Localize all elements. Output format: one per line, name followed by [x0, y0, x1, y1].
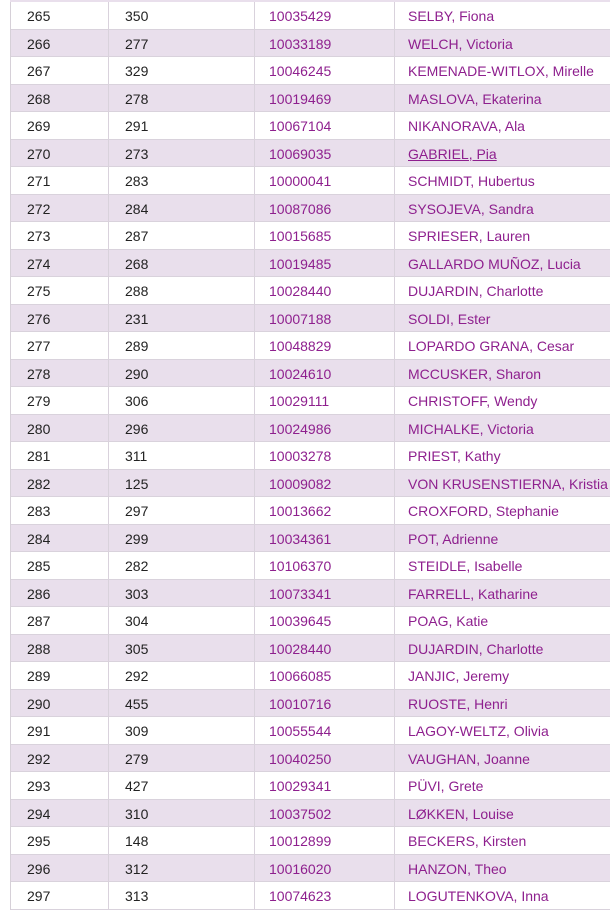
bib-cell [109, 580, 255, 607]
athlete-name-link[interactable] [395, 387, 537, 414]
athlete-name-link[interactable] [395, 772, 483, 799]
bib-cell-text: 313 [125, 888, 149, 904]
bib-cell [109, 30, 255, 57]
bib-cell [109, 250, 255, 277]
bib-cell-text: 350 [125, 8, 149, 24]
rank-cell-text: 280 [27, 420, 51, 437]
rank-cell-text: 277 [27, 338, 51, 354]
rank-cell [11, 360, 109, 387]
table-row [11, 662, 610, 690]
athlete-id-link-text[interactable]: 10040250 [269, 750, 332, 767]
athlete-name-link[interactable] [395, 470, 608, 497]
athlete-id-link[interactable] [255, 57, 395, 84]
athlete-name-link[interactable] [395, 827, 526, 854]
athlete-id-link[interactable] [255, 635, 395, 662]
table-row [11, 580, 610, 608]
athlete-name-link[interactable] [395, 250, 581, 277]
bib-cell [109, 167, 255, 194]
athlete-id-link-text[interactable]: 10019469 [269, 90, 332, 107]
bib-cell [109, 827, 255, 854]
athlete-name-link[interactable] [395, 195, 534, 222]
rank-cell [11, 497, 109, 524]
athlete-name-link-text[interactable]: MASLOVA, Ekaterina [408, 90, 542, 107]
bib-cell-text: 455 [125, 695, 149, 712]
athlete-name-link-text[interactable]: CROXFORD, Stephanie [408, 503, 559, 519]
rank-cell-text: 293 [27, 778, 51, 794]
athlete-id-link[interactable] [255, 222, 395, 249]
table-row [11, 387, 610, 415]
table-row [11, 552, 610, 580]
athlete-name-link-text[interactable]: FARRELL, Katharine [408, 585, 538, 602]
athlete-name-link-text[interactable]: GABRIEL, Pia [408, 145, 497, 162]
rank-cell [11, 607, 109, 634]
athlete-id-link[interactable] [255, 470, 395, 497]
table-row [11, 800, 610, 828]
athlete-name-link[interactable] [395, 717, 549, 744]
athlete-id-link-text[interactable]: 10055544 [269, 723, 332, 739]
table-row [11, 57, 610, 85]
rank-cell-text: 271 [27, 173, 51, 189]
rank-cell-text: 282 [27, 475, 51, 492]
athlete-name-link-text[interactable]: PÜVI, Grete [408, 778, 484, 794]
athlete-id-link[interactable] [255, 497, 395, 524]
rank-cell-text: 268 [27, 90, 51, 107]
rank-cell [11, 690, 109, 717]
table-row [11, 745, 610, 773]
athlete-id-link-text[interactable]: 10087086 [269, 200, 332, 217]
athlete-id-link[interactable] [255, 112, 395, 139]
athlete-name-link[interactable] [395, 607, 488, 634]
bib-cell-text: 306 [125, 393, 149, 409]
athlete-name-link[interactable] [395, 360, 541, 387]
rank-cell-text: 267 [27, 63, 51, 79]
bib-cell [109, 525, 255, 552]
table-row [11, 772, 610, 800]
athlete-name-link[interactable] [395, 2, 494, 29]
athlete-name-link-text[interactable]: WELCH, Victoria [408, 35, 513, 52]
athlete-id-link[interactable] [255, 387, 395, 414]
table-row [11, 305, 610, 333]
rank-cell-text: 297 [27, 888, 51, 904]
rank-cell-text: 284 [27, 530, 51, 547]
rank-cell-text: 270 [27, 145, 51, 162]
athlete-id-link[interactable] [255, 30, 395, 57]
table-row [11, 525, 610, 553]
athlete-id-link-text[interactable]: 10012899 [269, 833, 332, 849]
athlete-name-link-text[interactable]: BECKERS, Kirsten [408, 833, 527, 849]
rank-cell [11, 745, 109, 772]
athlete-name-link-text[interactable]: DUJARDIN, Charlotte [408, 640, 544, 657]
athlete-name-link[interactable] [395, 497, 559, 524]
athlete-id-link-text[interactable]: 10028440 [269, 640, 332, 657]
table-row [11, 222, 610, 250]
athlete-id-link-text[interactable]: 10010716 [269, 695, 332, 712]
rank-cell-text: 272 [27, 200, 51, 217]
bib-cell [109, 387, 255, 414]
athlete-name-link[interactable] [395, 690, 508, 717]
table-row [11, 827, 610, 855]
bib-cell-text: 290 [125, 365, 149, 382]
athlete-id-link-text[interactable]: 10019485 [269, 255, 332, 272]
rank-cell-text: 278 [27, 365, 51, 382]
athlete-name-link[interactable] [395, 635, 543, 662]
athlete-name-link-text[interactable]: POT, Adrienne [408, 530, 499, 547]
bib-cell-text: 312 [125, 860, 149, 877]
bib-cell [109, 662, 255, 689]
bib-cell [109, 552, 255, 579]
athlete-id-link[interactable] [255, 2, 395, 29]
athlete-name-link-text[interactable]: LAGOY-WELTZ, Olivia [408, 723, 549, 739]
bib-cell-text: 125 [125, 475, 149, 492]
athlete-id-link-text[interactable]: 10073341 [269, 585, 332, 602]
table-row [11, 30, 610, 58]
athlete-name-link-text[interactable]: STEIDLE, Isabelle [408, 558, 523, 574]
athlete-id-link-text[interactable]: 10067104 [269, 118, 332, 134]
athlete-name-link[interactable] [395, 745, 530, 772]
athlete-name-link-text[interactable]: LOPARDO GRANA, Cesar [408, 338, 575, 354]
rank-cell-text: 292 [27, 750, 51, 767]
athlete-id-link[interactable] [255, 360, 395, 387]
table-row [11, 442, 610, 470]
athlete-id-link[interactable] [255, 525, 395, 552]
results-table [10, 2, 610, 910]
athlete-name-link-text[interactable]: KEMENADE-WITLOX, Mirelle [408, 63, 594, 79]
athlete-id-link-text[interactable]: 10029111 [269, 393, 330, 409]
rank-cell-text: 265 [27, 8, 51, 24]
rank-cell [11, 195, 109, 222]
bib-cell-text: 268 [125, 255, 149, 272]
table-row [11, 415, 610, 443]
table-row [11, 635, 610, 663]
athlete-name-link-text[interactable]: LØKKEN, Louise [408, 805, 514, 822]
rank-cell [11, 580, 109, 607]
bib-cell [109, 277, 255, 304]
rank-cell-text: 288 [27, 640, 51, 657]
athlete-name-link-text[interactable]: PRIEST, Kathy [408, 448, 501, 464]
bib-cell [109, 360, 255, 387]
table-row [11, 882, 610, 910]
table-row [11, 2, 610, 30]
rank-cell-text: 276 [27, 310, 51, 327]
rank-cell [11, 442, 109, 469]
athlete-name-link-text[interactable]: SOLDI, Ester [408, 310, 491, 327]
table-row [11, 690, 610, 718]
bib-cell-text: 148 [125, 833, 149, 849]
rank-cell-text: 281 [27, 448, 51, 464]
athlete-name-link-text[interactable]: POAG, Katie [408, 613, 489, 629]
athlete-id-link-text[interactable]: 10039645 [269, 613, 332, 629]
athlete-name-link-text[interactable]: SPRIESER, Lauren [408, 228, 531, 244]
athlete-name-link[interactable] [395, 552, 522, 579]
rank-cell [11, 525, 109, 552]
athlete-name-link[interactable] [395, 800, 514, 827]
bib-cell [109, 57, 255, 84]
rank-cell-text: 279 [27, 393, 51, 409]
athlete-name-link[interactable] [395, 855, 507, 882]
athlete-id-link-text[interactable]: 10009082 [269, 475, 332, 492]
bib-cell [109, 635, 255, 662]
bib-cell [109, 415, 255, 442]
bib-cell [109, 470, 255, 497]
rank-cell [11, 827, 109, 854]
bib-cell-text: 277 [125, 35, 149, 52]
athlete-id-link-text[interactable]: 10035429 [269, 8, 332, 24]
rank-cell [11, 2, 109, 29]
athlete-name-link-text[interactable]: MCCUSKER, Sharon [408, 365, 542, 382]
rank-cell-text: 294 [27, 805, 51, 822]
athlete-id-link-text[interactable]: 10024986 [269, 420, 332, 437]
athlete-name-link[interactable] [395, 30, 513, 57]
rank-cell [11, 85, 109, 112]
athlete-id-link[interactable] [255, 607, 395, 634]
athlete-id-link-text[interactable]: 10024610 [269, 365, 332, 382]
bib-cell [109, 112, 255, 139]
bib-cell [109, 855, 255, 882]
athlete-id-link-text[interactable]: 10034361 [269, 530, 332, 547]
athlete-id-link[interactable] [255, 745, 395, 772]
table-row [11, 497, 610, 525]
rank-cell [11, 855, 109, 882]
bib-cell-text: 427 [125, 778, 149, 794]
rank-cell-text: 273 [27, 228, 51, 244]
rank-cell-text: 287 [27, 613, 51, 629]
rank-cell [11, 415, 109, 442]
table-row [11, 607, 610, 635]
table-row [11, 167, 610, 195]
athlete-name-link[interactable] [395, 332, 574, 359]
rank-cell [11, 140, 109, 167]
bib-cell-text: 299 [125, 530, 149, 547]
rank-cell-text: 269 [27, 118, 51, 134]
athlete-name-link-text[interactable]: JANJIC, Jeremy [408, 668, 510, 684]
athlete-name-link-text[interactable]: MICHALKE, Victoria [408, 420, 534, 437]
rank-cell [11, 250, 109, 277]
athlete-name-link[interactable] [395, 57, 594, 84]
bib-cell-text: 297 [125, 503, 149, 519]
table-row [11, 140, 610, 168]
rank-cell [11, 277, 109, 304]
athlete-name-link[interactable] [395, 85, 542, 112]
athlete-name-link-text[interactable]: GALLARDO MUÑOZ, Lucia [408, 255, 581, 272]
athlete-id-link-text[interactable]: 10013662 [269, 503, 332, 519]
rank-cell [11, 30, 109, 57]
bib-cell [109, 442, 255, 469]
athlete-name-link-text[interactable]: LOGUTENKOVA, Inna [408, 888, 549, 904]
athlete-id-link[interactable] [255, 415, 395, 442]
athlete-id-link[interactable] [255, 305, 395, 332]
bib-cell-text: 279 [125, 750, 149, 767]
table-row [11, 250, 610, 278]
athlete-id-link[interactable] [255, 580, 395, 607]
athlete-id-link-text[interactable]: 10106370 [269, 558, 332, 574]
bib-cell [109, 717, 255, 744]
athlete-id-link[interactable] [255, 800, 395, 827]
athlete-name-link[interactable] [395, 167, 535, 194]
athlete-name-link[interactable] [395, 112, 525, 139]
bib-cell-text: 303 [125, 585, 149, 602]
athlete-id-link-text[interactable]: 10074623 [269, 888, 332, 904]
athlete-id-link[interactable] [255, 442, 395, 469]
rank-cell-text: 275 [27, 283, 51, 299]
athlete-name-link-text[interactable]: RUOSTE, Henri [408, 695, 508, 712]
rank-cell-text: 285 [27, 558, 51, 574]
athlete-name-link[interactable] [395, 277, 543, 304]
athlete-name-link[interactable] [395, 222, 530, 249]
table-row [11, 717, 610, 745]
athlete-id-link[interactable] [255, 772, 395, 799]
rank-cell [11, 635, 109, 662]
rank-cell-text: 283 [27, 503, 51, 519]
rank-cell [11, 305, 109, 332]
athlete-id-link[interactable] [255, 855, 395, 882]
athlete-id-link-text[interactable]: 10037502 [269, 805, 332, 822]
bib-cell-text: 291 [125, 118, 149, 134]
athlete-id-link-text[interactable]: 10028440 [269, 283, 332, 299]
athlete-name-link[interactable] [395, 580, 538, 607]
athlete-id-link-text[interactable]: 10029341 [269, 778, 332, 794]
bib-cell-text: 289 [125, 338, 149, 354]
bib-cell-text: 278 [125, 90, 149, 107]
bib-cell-text: 305 [125, 640, 149, 657]
athlete-id-link[interactable] [255, 167, 395, 194]
athlete-name-link-text[interactable]: SYSOJEVA, Sandra [408, 200, 534, 217]
bib-cell [109, 690, 255, 717]
athlete-name-link[interactable] [395, 442, 501, 469]
rank-cell [11, 470, 109, 497]
athlete-name-link-text[interactable]: HANZON, Theo [408, 860, 507, 877]
athlete-id-link-text[interactable]: 10033189 [269, 35, 332, 52]
rank-cell [11, 717, 109, 744]
rank-cell-text: 296 [27, 860, 51, 877]
table-row [11, 277, 610, 305]
bib-cell [109, 332, 255, 359]
athlete-name-link-text[interactable]: CHRISTOFF, Wendy [408, 393, 538, 409]
rank-cell-text: 291 [27, 723, 51, 739]
athlete-name-link[interactable] [395, 305, 490, 332]
athlete-id-link[interactable] [255, 85, 395, 112]
athlete-name-link-text[interactable]: DUJARDIN, Charlotte [408, 283, 544, 299]
bib-cell-text: 287 [125, 228, 149, 244]
athlete-id-link[interactable] [255, 250, 395, 277]
athlete-id-link-text[interactable]: 10069035 [269, 145, 332, 162]
athlete-id-link-text[interactable]: 10000041 [269, 173, 332, 189]
athlete-id-link-text[interactable]: 10066085 [269, 668, 332, 684]
rank-cell-text: 266 [27, 35, 51, 52]
bib-cell-text: 310 [125, 805, 149, 822]
athlete-name-link[interactable] [395, 525, 498, 552]
rank-cell [11, 222, 109, 249]
bib-cell [109, 2, 255, 29]
athlete-id-link[interactable] [255, 717, 395, 744]
table-row [11, 332, 610, 360]
rank-cell [11, 57, 109, 84]
bib-cell-text: 284 [125, 200, 149, 217]
bib-cell-text: 296 [125, 420, 149, 437]
bib-cell-text: 231 [125, 310, 149, 327]
rank-cell [11, 112, 109, 139]
rank-cell [11, 332, 109, 359]
rank-cell-text: 290 [27, 695, 51, 712]
athlete-id-link-text[interactable]: 10007188 [269, 310, 332, 327]
rank-cell-text: 286 [27, 585, 51, 602]
bib-cell-text: 273 [125, 145, 149, 162]
bib-cell [109, 497, 255, 524]
rank-cell [11, 800, 109, 827]
table-row [11, 855, 610, 883]
athlete-id-link[interactable] [255, 140, 395, 167]
bib-cell-text: 311 [125, 448, 148, 464]
bib-cell-text: 283 [125, 173, 149, 189]
bib-cell-text: 304 [125, 613, 149, 629]
bib-cell-text: 292 [125, 668, 149, 684]
bib-cell [109, 222, 255, 249]
athlete-id-link-text[interactable]: 10016020 [269, 860, 332, 877]
table-row [11, 195, 610, 223]
athlete-id-link[interactable] [255, 690, 395, 717]
bib-cell [109, 745, 255, 772]
table-row [11, 470, 610, 498]
bib-cell [109, 800, 255, 827]
athlete-id-link-text[interactable]: 10015685 [269, 228, 332, 244]
athlete-id-link-text[interactable]: 10046245 [269, 63, 332, 79]
athlete-id-link-text[interactable]: 10048829 [269, 338, 332, 354]
table-row [11, 85, 610, 113]
athlete-name-link[interactable] [395, 415, 534, 442]
bib-cell [109, 140, 255, 167]
bib-cell [109, 607, 255, 634]
rank-cell-text: 289 [27, 668, 51, 684]
athlete-id-link[interactable] [255, 277, 395, 304]
table-row [11, 112, 610, 140]
bib-cell [109, 305, 255, 332]
bib-cell-text: 282 [125, 558, 149, 574]
bib-cell-text: 288 [125, 283, 149, 299]
athlete-name-link-text[interactable]: SCHMIDT, Hubertus [408, 173, 535, 189]
athlete-id-link[interactable] [255, 195, 395, 222]
rank-cell [11, 387, 109, 414]
athlete-id-link[interactable] [255, 827, 395, 854]
athlete-id-link[interactable] [255, 332, 395, 359]
bib-cell [109, 772, 255, 799]
athlete-id-link[interactable] [255, 552, 395, 579]
athlete-name-link[interactable] [395, 140, 497, 167]
table-row [11, 360, 610, 388]
rank-cell [11, 662, 109, 689]
athlete-name-link-text[interactable]: NIKANORAVA, Ala [408, 118, 525, 134]
rank-cell [11, 167, 109, 194]
bib-cell-text: 329 [125, 63, 149, 79]
athlete-name-link-text[interactable]: VON KRUSENSTIERNA, Kristia [408, 475, 608, 492]
athlete-id-link[interactable] [255, 662, 395, 689]
bib-cell [109, 85, 255, 112]
rank-cell [11, 772, 109, 799]
bib-cell [109, 195, 255, 222]
athlete-id-link-text[interactable]: 10003278 [269, 448, 332, 464]
rank-cell-text: 274 [27, 255, 51, 272]
bib-cell-text: 309 [125, 723, 149, 739]
athlete-name-link-text[interactable]: SELBY, Fiona [408, 8, 495, 24]
rank-cell [11, 552, 109, 579]
rank-cell-text: 295 [27, 833, 51, 849]
athlete-name-link-text[interactable]: VAUGHAN, Joanne [408, 750, 530, 767]
athlete-name-link[interactable] [395, 662, 509, 689]
